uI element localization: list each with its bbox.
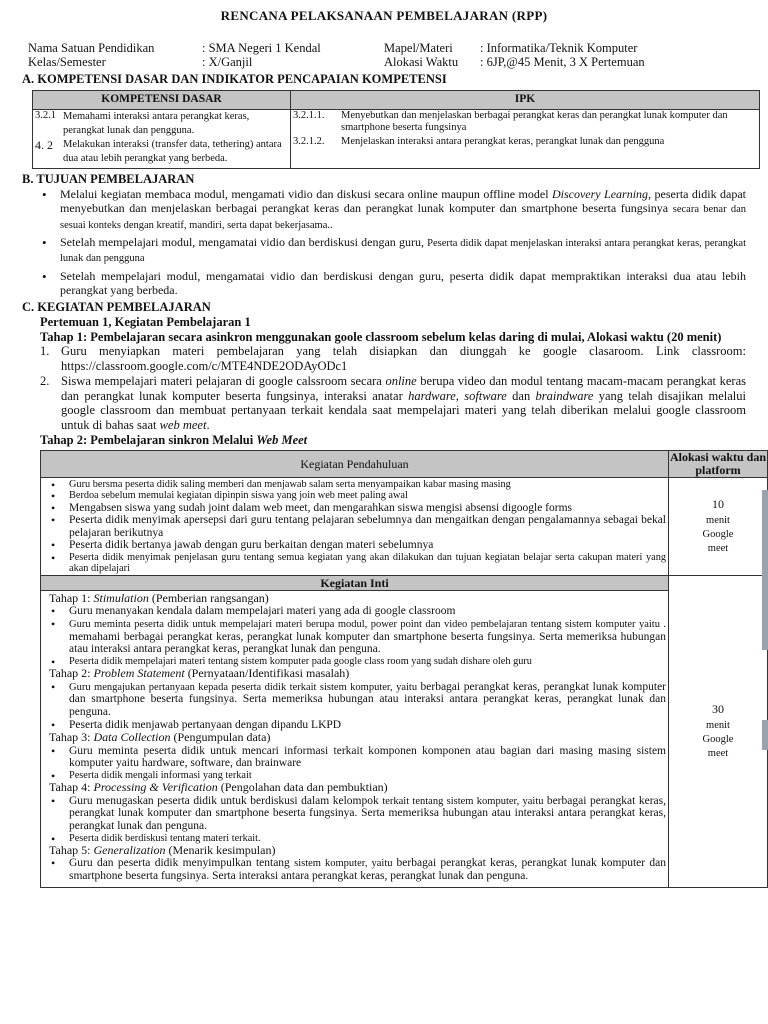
list-item: • Guru menanyakan kendala dalam mempelajari materi yang ada di google classroom: [47, 605, 666, 618]
kd-item: [33, 110, 290, 138]
list-item: [40, 374, 746, 433]
item-text: berbagai perangkat keras, perangkat lunak komputer dan smartphone beserta fungsinya. Serta interaksi antara perangkat keras, perangkat lunak dan penguna.: [69, 857, 666, 882]
alokasi-unit: menit: [706, 514, 730, 526]
list-item: • Peserta didik menyimak apersepsi dari guru tentang pelajaran sebelumnya dan mengaitkan dengan pengalamannya sebagai bekal pelajaran berikutnya: [47, 514, 666, 539]
list-item: [42, 235, 746, 266]
tahap-label: Tahap 4:: [49, 780, 94, 795]
pendahuluan-header: Kegiatan Pendahuluan: [41, 450, 669, 477]
identity-block: [28, 41, 746, 69]
step-italic: web meet: [159, 418, 207, 433]
step-text: berupa video dan modul tentang macam-macam perangkat keras dan perangkat lunak komputer beserta fungsinya, interaksi anatar: [61, 373, 746, 403]
step-number: 2.: [40, 373, 50, 388]
tujuan-list: [42, 187, 746, 297]
tahap-name: Data Collection: [93, 730, 171, 745]
kelas-value: : X/Ganjil: [202, 55, 253, 70]
list-item: [47, 795, 666, 833]
mapel-value: : Informatika/Teknik Komputer: [480, 41, 638, 56]
tahap-desc: (Pemberian rangsangan): [148, 590, 269, 605]
tujuan-text: Setelah mempelajari modul, mengamatai vidio dan berdiskusi dengan guru,: [60, 234, 428, 249]
tahap-heading: [47, 844, 666, 857]
tahap-heading: [47, 667, 666, 680]
inti-header: Kegiatan Inti: [41, 575, 669, 590]
kd-text: Melakukan interaksi (transfer data, tethering) antara dua atau lebih perangkat yang berbeda.: [63, 138, 282, 165]
tahap-heading: [47, 781, 666, 794]
tahap2-platform: Web Meet: [256, 432, 308, 447]
alokasi-cell: [669, 477, 768, 575]
tahap-name: Generalization: [93, 842, 166, 857]
ipk-column-header: IPK: [291, 91, 760, 110]
kd-ipk-table: [32, 90, 760, 169]
list-item: • Peserta didik mempelajari materi tentang sistem komputer pada google class room yang sudah dishare oleh guru: [47, 656, 666, 667]
ipk-cell: [291, 109, 760, 169]
step-italic: braindware: [535, 388, 594, 403]
alokasi-minutes: 10: [712, 497, 724, 512]
list-item: • Berdoa sebelum memulai kegiatan dipinpin siswa yang join web meet paling awal: [47, 490, 666, 501]
list-item: [42, 187, 746, 232]
step-italic: online: [385, 373, 417, 388]
alokasi-value: : 6JP,@45 Menit, 3 X Pertemuan: [480, 55, 645, 70]
inti-list: [47, 795, 666, 844]
item-text-small: Guru mengajukan pertanyaan kepada peserta didik terkait sistem komputer, yaitu: [69, 681, 421, 693]
section-a-heading: A. KOMPETENSI DASAR DAN INDIKATOR PENCAPAIAN KOMPETENSI: [22, 72, 447, 87]
tahap2-text: Tahap 2: Pembelajaran sinkron Melalui: [40, 432, 257, 447]
alokasi-header: Alokasi waktu dan platform: [669, 449, 767, 477]
tahap-desc: (Pengolahan data dan pembuktian): [217, 780, 388, 795]
kd-cell: [33, 109, 291, 169]
step-text: yang telah disajikan melalui google classroom dan membuat pertanyaan terkait kendala saat mempelajari materi yang telah diberikan melalui google classroom untuk di bahas saat: [61, 388, 746, 433]
ipk-text: Menjelaskan interaksi antara perangkat keras, perangkat lunak dan pengguna: [341, 136, 665, 148]
step-italic: hardware, software: [408, 388, 507, 403]
item-text: Guru dan peserta didik menyimpulkan tentang: [69, 857, 295, 870]
tahap-label: Tahap 1:: [49, 590, 94, 605]
step-number: 1.: [40, 344, 50, 359]
tahap-label: Tahap 5:: [49, 842, 94, 857]
tujuan-text: Melalui kegiatan membaca modul, mengamati vidio dan diskusi secara online maupun offline model: [60, 187, 552, 202]
tahap1-heading: Tahap 1: Pembelajaran secara asinkron menggunakan goole classroom sebelum kelas daring di mulai, Alokasi waktu (20 menit): [40, 329, 722, 344]
steps-list: [40, 344, 746, 433]
list-item: • Guru bersma peserta didik saling memberi dan menjawab salam serta menyampaikan kabar masing masing: [47, 479, 666, 490]
alokasi-minutes: 30: [712, 702, 724, 717]
kegiatan-table: [40, 450, 768, 888]
tujuan-text-small: Peserta didik dapat menjelaskan interaksi antara perangkat keras, perangkat lunak dan pengguna: [60, 237, 746, 265]
kd-column-header: KOMPETENSI DASAR: [33, 91, 291, 110]
document-title: RENCANA PELAKSANAAN PEMBELAJARAN (RPP): [220, 8, 548, 23]
section-c-heading: C. KEGIATAN PEMBELAJARAN: [22, 300, 211, 315]
inti-list: [47, 857, 666, 882]
tahap-desc: (Pernyataan/Identifikasi masalah): [184, 666, 350, 681]
item-text: berbagai perangkat keras, perangkat lunak komputer dan smartphone beserta fungsinya. Serta memeriksa hubungan atau interaksi antara perangkat keras, perangkat lunak dan penguna.: [69, 794, 666, 832]
list-item: • Peserta didik menjawab pertanyaan dengan dipandu LKPD: [47, 719, 666, 732]
ipk-number: 3.2.1.1.: [293, 109, 325, 121]
tahap-desc: (Menarik kesimpulan): [165, 842, 276, 857]
step-text: .: [206, 418, 210, 433]
item-text: berbagai perangkat keras, perangkat lunak komputer dan smartphone beserta fungsinya. Serta memeriksa hubungan atau interaksi antara perangkat keras, perangkat lunak dan penguna.: [69, 680, 666, 718]
ipk-item: [291, 110, 759, 135]
tahap-label: Tahap 3:: [49, 730, 94, 745]
alokasi-platform: Google meet: [702, 733, 734, 759]
tahap-label: Tahap 2:: [49, 666, 94, 681]
item-text: Guru menugaskan peserta didik untuk berdiskusi dalam kelompok: [69, 794, 383, 807]
inti-cell: [41, 590, 669, 887]
alokasi-unit: menit: [706, 719, 730, 731]
tujuan-text: , peserta didik dapat menyebutkan dan menjelaskan berbagai perangkat keras dan perangkat lunak komputer dan smartphone beserta fungsinya: [60, 187, 746, 216]
pendahuluan-cell: [41, 477, 669, 575]
tujuan-text: Setelah mempelajari modul, mengamatai vidio dan berdiskusi dengan guru, peserta didik dapat mempraktikan interaksi dua atau lebih perangkat yang berbeda.: [60, 268, 746, 297]
inti-list: [47, 681, 666, 732]
tahap-name: Stimulation: [93, 590, 149, 605]
step-text: Siswa mempelajari materi pelajaran di google calssroom secara: [61, 373, 386, 388]
list-item: [47, 618, 666, 656]
step-text: Guru menyiapkan materi pembelajaran yang telah disiapkan dan diunggah ke google clasaroom. Link classroom: https://classroom.google.com/c/MTE4NDE2ODAyODc1: [61, 344, 746, 374]
ipk-item: [291, 136, 759, 148]
list-item: • Peserta didik berdiskusi tentang materi terkait.: [47, 833, 666, 844]
inti-list: [47, 605, 666, 667]
tahap-heading: [47, 731, 666, 744]
tujuan-model: Discovery Learning: [551, 187, 649, 202]
list-item: [40, 344, 746, 374]
kd-number: 4. 2: [35, 137, 53, 152]
list-item: [47, 857, 666, 882]
mapel-label: Mapel/Materi: [384, 41, 453, 56]
inti-list: [47, 745, 666, 782]
item-text: memahami berbagai perangkat keras, perangkat lunak komputer dan smartphone beserta fungsinya. Serta memeriksa hubungan atau interaksi antara perangkat keras, perangkat lunak dan penguna.: [69, 630, 666, 656]
satuan-label: Nama Satuan Pendidikan: [28, 41, 155, 56]
list-item: [47, 681, 666, 719]
satuan-value: : SMA Negeri 1 Kendal: [202, 41, 321, 56]
ipk-text: Menyebutkan dan menjelaskan berbagai perangkat keras dan perangkat lunak komputer dan smartphone beserta fungsinya: [341, 109, 728, 134]
page-edge-bar: [762, 490, 768, 650]
tujuan-text-small: secara benar dan sesuai konteks dengan kreatif, mandiri, serta dapat bekerjasama..: [60, 204, 746, 231]
tahap-desc: (Pengumpulan data): [170, 730, 271, 745]
list-item: • Peserta didik mengali informasi yang terkait: [47, 770, 666, 781]
alokasi-platform: Google meet: [702, 528, 734, 554]
kelas-label: Kelas/Semester: [28, 55, 106, 70]
kd-text: Memahami interaksi antara perangkat keras, perangkat lunak dan pengguna.: [63, 110, 250, 136]
step-text: dan: [506, 388, 536, 403]
item-text-small: terkait tentang sistem komputer, yaitu: [382, 795, 547, 807]
tahap-name: Problem Statement: [93, 666, 185, 681]
tahap2-heading: [40, 433, 746, 448]
section-b-heading: B. TUJUAN PEMBELAJARAN: [22, 172, 195, 187]
pertemuan-heading: Pertemuan 1, Kegiatan Pembelajaran 1: [40, 314, 251, 329]
tahap-heading: [47, 592, 666, 605]
alokasi-cell: [669, 575, 768, 887]
list-item: • Peserta didik bertanya jawab dengan guru berkaitan dengan materi sebelumnya: [47, 539, 666, 552]
ipk-number: 3.2.1.2.: [293, 136, 325, 148]
alokasi-label: Alokasi Waktu: [384, 55, 459, 70]
item-text-small: Guru meminta peserta didik untuk mempelajari materi berupa modul, power point dan video pembelajaran tentang sistem komputer yaitu .: [69, 618, 666, 630]
list-item: • Mengabsen siswa yang sudah joint dalam web meet, dan mengarahkan siswa mengisi absensi digoogle forms: [47, 502, 666, 515]
page-edge-bar: [762, 720, 768, 750]
kd-number: 3.2.1: [35, 109, 56, 121]
list-item: • Guru meminta peserta didik untuk mencari informasi terkait komponen komponen atau bagian dari masing masing sistem komputer yaitu hardware, software, dan brainware: [47, 745, 666, 770]
item-text-small: sistem komputer, yaitu: [294, 858, 397, 870]
kd-item: [33, 138, 290, 166]
list-item: • Peserta didik menyimak penjelasan guru tentang semua kegiatan yang akan dilakukan dan tujuan kegiatan belajar serta cakupan materi yang akan dipelajari: [47, 552, 666, 575]
list-item: [42, 269, 746, 297]
pendahuluan-list: [47, 479, 666, 575]
tahap-name: Processing & Verification: [93, 780, 218, 795]
